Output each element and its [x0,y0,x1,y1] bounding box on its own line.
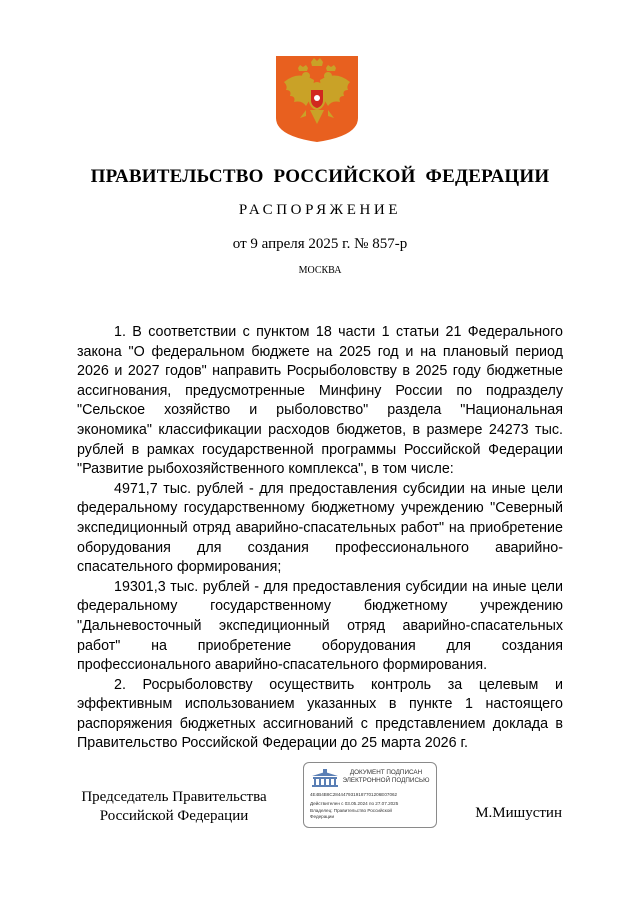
stamp-serial: 4E4B4B8C2844479319187701206E07062 [310,792,398,797]
signatory-position [74,788,274,826]
paragraph-1: 1. В соответствии с пунктом 18 части 1 статьи 21 Федерального закона "О федеральном бюджете на 2025 год и на плановый период 2026 и 2027 годов" направить Росрыболовству в 2025 году бюджетные ассигнования, предусмотренные Минфину России по подразделу "Сельское хозяйство и рыболовство" раздела "Национальная экономика" классификации расходов бюджетов, в размере 24273 тыс. рублей в рамках государственной программы Российской Федерации "Развитие рыбохозяйственного комплекса", в том числе: [77,324,563,478]
stamp-owner-line-2: Федерации [310,814,335,819]
document-type: РАСПОРЯЖЕНИЕ [238,202,402,218]
document-body [77,323,563,754]
stamp-title-line-2: ЭЛЕКТРОННОЙ ПОДПИСЬЮ [342,776,430,784]
signatory-position-line-1: Председатель Правительства [81,789,267,805]
signatory-position-line-2: Российской Федерации [99,808,249,824]
electronic-signature-stamp [303,762,437,828]
paragraph-3: 19301,3 тыс. рублей - для предоставления субсидии на иные цели федеральному государственному бюджетному учреждению "Дальневосточный экспедиционный отряд аварийно-спасательных работ" на приобретение оборудования для создания профессионального аварийно-спасательного формирования. [77,578,563,674]
document-city: МОСКВА [298,265,342,276]
document-date-number: от 9 апреля 2025 г. № 857-р [232,236,408,252]
government-title: ПРАВИТЕЛЬСТВО РОССИЙСКОЙ ФЕДЕРАЦИИ [90,166,550,187]
stamp-owner-line-1: Владелец: Правительство Российской [310,808,392,813]
stamp-title [340,769,432,784]
stamp-validity: Действителен с 03.05.2024 по 27.07.2025 [310,801,399,806]
signatory-name: М.Мишустин [475,805,562,821]
paragraph-4: 2. Росрыболовству осуществить контроль за целевым и эффективным использованием указанных в пункте 1 настоящего распоряжения бюджетных ассигнований с представлением доклада в Правительство Российской Федерации до 25 марта 2026 г. [77,676,563,752]
coat-of-arms-emblem-icon [276,56,358,142]
paragraph-2: 4971,7 тыс. рублей - для предоставления субсидии на иные цели федеральному государственному бюджетному учреждению "Северный экспедиционный отряд аварийно-спасательных работ" на приобретение оборудования для создания профессионального аварийно-спасательного формирования; [77,480,563,576]
stamp-title-line-1: ДОКУМЕНТ ПОДПИСАН [349,769,423,776]
government-building-icon [310,768,340,788]
